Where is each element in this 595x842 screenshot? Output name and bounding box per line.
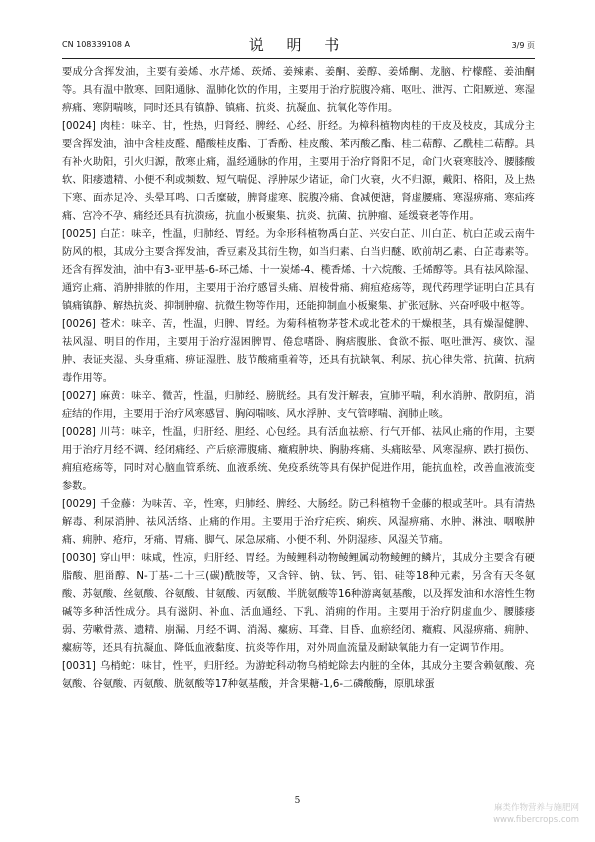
document-body <box>62 64 535 694</box>
paragraph-number: [0029] <box>62 499 96 510</box>
paragraph-number: [0025] <box>62 229 96 240</box>
paragraph-number: [0031] <box>62 661 96 672</box>
paragraph-0026 <box>62 316 535 388</box>
paragraph-0028 <box>62 424 535 496</box>
paragraph-0031 <box>62 658 535 694</box>
paragraph-number: [0027] <box>62 391 96 402</box>
paragraph-text: 乌梢蛇：味甘，性平，归肝经。为游蛇科动物乌梢蛇除去内脏的全体，其成分主要含赖氨酸、亮氨酸、谷氨酸、丙氨酸、胱氨酸等17种氨基酸，并含果糖-1,6-二磷酸酶，原肌球蛋 <box>62 661 535 690</box>
page-indicator: 3/9 页 <box>511 41 535 50</box>
watermark-url: www.fibercrops.com <box>493 815 579 825</box>
paragraph-text: 千金藤：为味苦、辛，性寒，归肺经、脾经、大肠经。防己科植物千金藤的根或茎叶。具有清热解毒、利尿消肿、祛风活络、止痛的作用。主要用于治疗疟疾、痢疾、风湿痹痛、水肿、淋浊、咽喉肿痛、痈肿、疮疖，牙痛、胃痛、脚气、尿急尿痛、小便不利、外阴湿疹、风湿关节痛。 <box>62 499 535 546</box>
paragraph-text: 要成分含挥发油，主要有姜烯、水芹烯、莰烯、姜辣素、姜酮、姜醇、姜烯酮、龙脑、柠檬醛、姜油酮等。具有温中散寒、回阳通脉、温肺化饮的作用，主要用于治疗脘腹冷痛、呕吐、泄泻、亡阳厥逆、寒湿痹痛、寒阴喘咳，同时还具有镇静、镇痛、抗炎、抗凝血、抗氧化等作用。 <box>62 67 535 114</box>
header-divider <box>62 58 535 59</box>
paragraph-number: [0024] <box>62 121 96 132</box>
page-header <box>62 34 535 58</box>
paragraph-number: [0030] <box>62 553 96 564</box>
page-number: 5 <box>294 796 301 806</box>
paragraph-text: 川芎：味辛，性温，归肝经、胆经、心包经。具有活血祛瘀、行气开郁、祛风止痛的作用，主要用于治疗月经不调、经闭痛经、产后瘀滞腹痛、癥瘕肿块、胸胁疼痛、头痛眩晕、风寒湿痹、跌打损伤、痈疽疮疡等，同时对心脑血管系统、血液系统、免疫系统等具有保护促进作用，能抗血栓，改善血液流变参数。 <box>62 427 535 492</box>
paragraph-0025 <box>62 226 535 316</box>
watermark <box>493 802 579 826</box>
paragraph-text: 麻黄：味辛、微苦，性温，归肺经、膀胱经。具有发汗解表，宣肺平喘，利水消肿、散阴疽，消症结的作用，主要用于治疗风寒感冒、胸闷喘咳、风水浮肿、支气管哮喘、润肺止咳。 <box>62 391 535 420</box>
publication-number: CN 108339108 A <box>62 40 130 49</box>
paragraph-text: 穿山甲：味咸，性凉，归肝经、胃经。为鲮鲤科动物鲮鲤属动物鲮鲤的鳞片，其成分主要含有硬脂酸、胆甾醇、N-丁基-二十三(碳)酰胺等，又含锌、钠、钛、钙、铝、硅等18种元素，另含有天冬氨酸、苏氨酸、丝氨酸、谷氨酸、甘氨酸、丙氨酸、半胱氨酸等16种游离氨基酸，以及挥发油和水溶性生物碱等多种活性成分。具有滋阴、补血、活血通经、下乳、消痈的作用。主要用于治疗阴虚血少、腰膝痿弱、劳嗽骨蒸、遗精、崩漏、月经不调、消渴、瘰疬、耳聋、目昏、血瘀经闭、癥瘕、风湿痹痛、痈肿、瘰疬等，还具有抗凝血、降低血液黏度、抗炎等作用，对外周血流量及耐缺氧能力有一定调节作用。 <box>62 553 535 654</box>
document-title: 说 明 书 <box>248 36 349 54</box>
paragraph-text: 苍术：味辛、苦，性温，归脾、胃经。为菊科植物茅苍术或北苍术的干燥根茎，具有燥湿健脾、祛风湿、明目的作用，主要用于治疗湿困脾胃、倦怠嗜卧、胸痞腹胀、食欲不振、呕吐泄泻、痰饮、湿肿、表证夹湿、头身重痛、痹证湿胜、肢节酸痛重着等，还具有抗缺氧、利尿、抗心律失常、抗菌、抗病毒作用等。 <box>62 319 535 384</box>
paragraph-text: 肉桂：味辛、甘，性热，归肾经、脾经、心经、肝经。为樟科植物肉桂的干皮及枝皮，其成分主要含挥发油，油中含桂皮醛、醋酸桂皮酯、丁香酚、桂皮酸、苯丙酸乙酯、桂二萜醇、乙酰桂二萜醇。具有补火助阳，引火归源，散寒止痛，温经通脉的作用，主要用于治疗肾阳不足，命门火衰寒肢冷、腰膝酸软、阳痿遗精、小便不利或频数、短气喘促、浮肿尿少诸证，命门火衰，火不归源，戴阳、格阳，及上热下寒、面赤足冷、头晕耳鸣、口舌糜破，脾肾虚寒、脘腹冷痛、食减便溏，肾虚腰痛、寒湿痹痛、寒疝疼痛、宫冷不孕、痛经还具有抗溃疡，抗血小板聚集、抗炎、抗菌、抗肿瘤、延缓衰老等作用。 <box>62 121 535 222</box>
paragraph-0024 <box>62 118 535 226</box>
paragraph-text: 白芷：味辛，性温，归肺经、胃经。为伞形科植物禹白芷、兴安白芷、川白芷、杭白芷或云南牛防风的根，其成分主要含挥发油，香豆素及其衍生物，如当归素、白当归醚、欧前胡乙素、白芷毒素等。还含有挥发油，油中有3-亚甲基-6-环己烯、十一炭烯-4、榄香烯、十六烷酸、壬烯醇等。具有祛风除湿、通窍止痛、消肿排脓的作用，主要用于治疗感冒头痛、眉棱骨痛、痈疽疮疡等，现代药理学证明白芷具有镇痛镇静、解热抗炎、抑制肿瘤、抗微生物等作用，还能抑制血小板聚集、扩张冠脉、兴奋呼吸中枢等。 <box>62 229 535 312</box>
paragraph-0029 <box>62 496 535 550</box>
paragraph-number: [0028] <box>62 427 96 438</box>
paragraph-0027 <box>62 388 535 424</box>
paragraph-0030 <box>62 550 535 658</box>
watermark-site-name: 麻类作物营养与施肥网 <box>493 803 579 813</box>
paragraph-0023-continued <box>62 64 535 118</box>
paragraph-number: [0026] <box>62 319 96 330</box>
